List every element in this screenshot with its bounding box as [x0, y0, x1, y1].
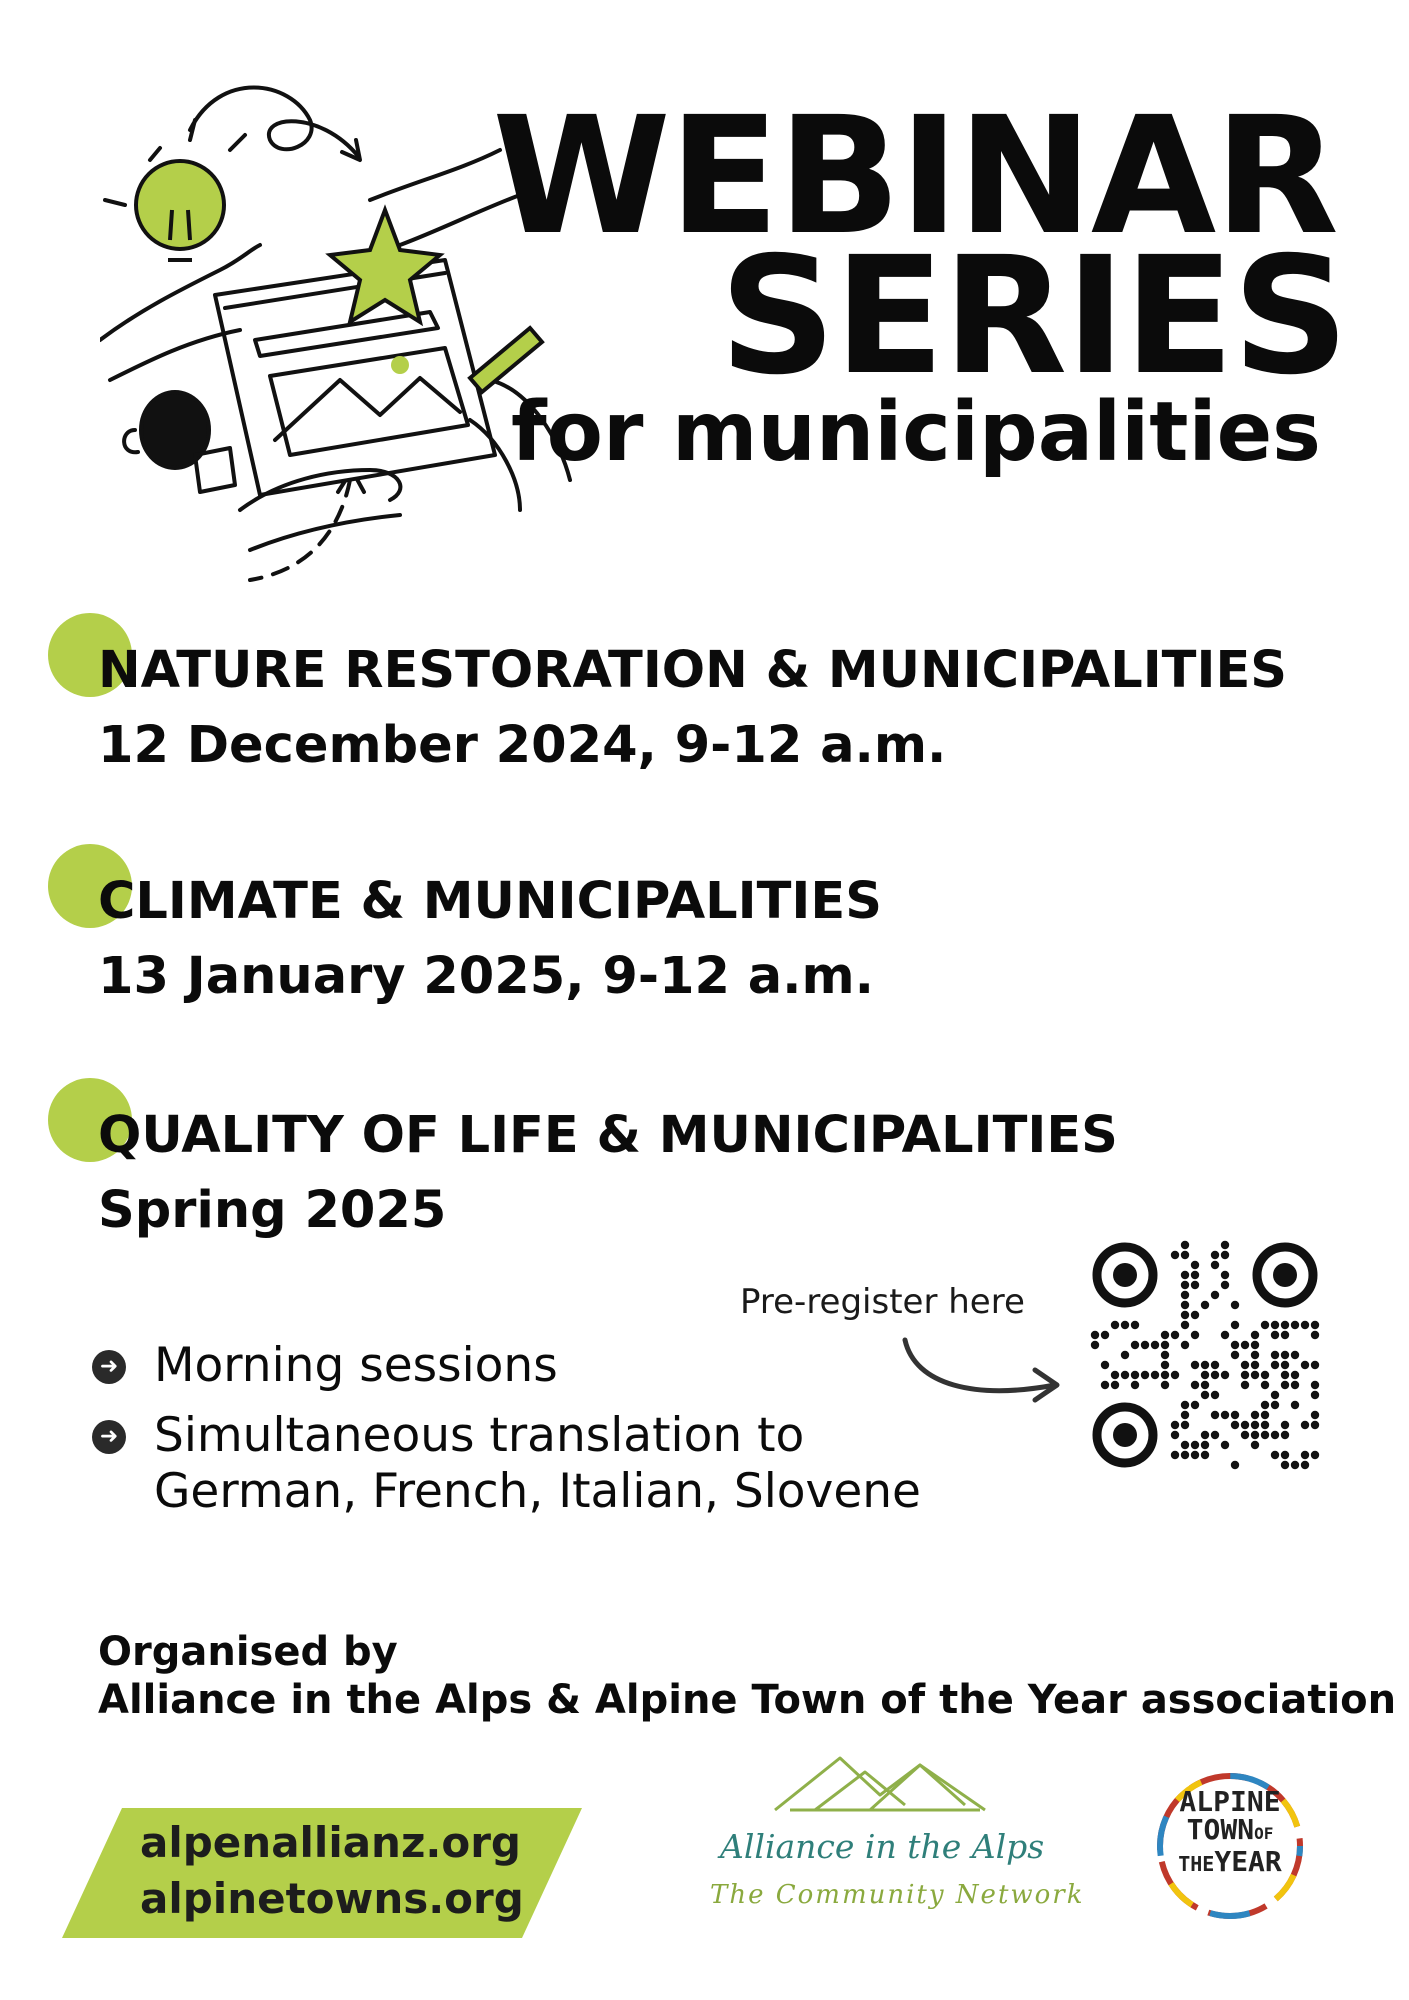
title-webinar: WEBINAR [492, 83, 1337, 271]
session-nature [98, 641, 1288, 775]
session-quality [98, 1106, 1118, 1240]
feature-translation [92, 1408, 921, 1520]
organiser-names: Alliance in the Alps & Alpine Town of the Year association [98, 1677, 1397, 1723]
organiser-block [98, 1628, 1396, 1724]
alliance-logo-name: Alliance in the Alps [720, 1827, 1045, 1866]
session-title: NATURE RESTORATION & MUNICIPALITIES [98, 641, 1288, 700]
town-logo-of: OF [1254, 1824, 1274, 1843]
mountain-logo-icon [770, 1750, 990, 1820]
organiser-label: Organised by [98, 1629, 398, 1675]
link-alpinetowns[interactable]: alpinetowns.org [140, 1874, 524, 1923]
feature-line: Simultaneous translation to [154, 1408, 805, 1463]
town-logo-the: THE [1178, 1852, 1215, 1876]
session-date: Spring 2025 [98, 1181, 447, 1240]
feature-line: German, French, Italian, Slovene [154, 1464, 921, 1519]
town-logo-line1: ALPINE [1179, 1785, 1281, 1818]
subtitle: for municipalities [511, 385, 1321, 480]
session-date: 13 January 2025, 9-12 a.m. [98, 947, 875, 1006]
session-title: QUALITY OF LIFE & MUNICIPALITIES [98, 1106, 1118, 1165]
footer-links [140, 1815, 524, 1927]
session-title: CLIMATE & MUNICIPALITIES [98, 872, 882, 931]
session-climate [98, 872, 882, 1006]
town-logo-line2: TOWN [1186, 1813, 1255, 1846]
alliance-logo-tagline: The Community Network [710, 1880, 1085, 1910]
alpine-town-logo [1150, 1766, 1310, 1926]
town-logo-year: YEAR [1214, 1845, 1282, 1878]
arrow-right-icon: ➜ [92, 1420, 126, 1454]
feature-line: Morning sessions [154, 1338, 558, 1393]
feature-morning [92, 1338, 558, 1394]
title-series: SERIES [719, 223, 1347, 411]
curved-arrow-icon [895, 1330, 1075, 1410]
session-date: 12 December 2024, 9-12 a.m. [98, 716, 947, 775]
preregister-label: Pre-register here [740, 1282, 1025, 1322]
link-alpenallianz[interactable]: alpenallianz.org [140, 1818, 521, 1867]
qr-code[interactable] [1090, 1240, 1320, 1470]
arrow-right-icon: ➜ [92, 1350, 126, 1384]
